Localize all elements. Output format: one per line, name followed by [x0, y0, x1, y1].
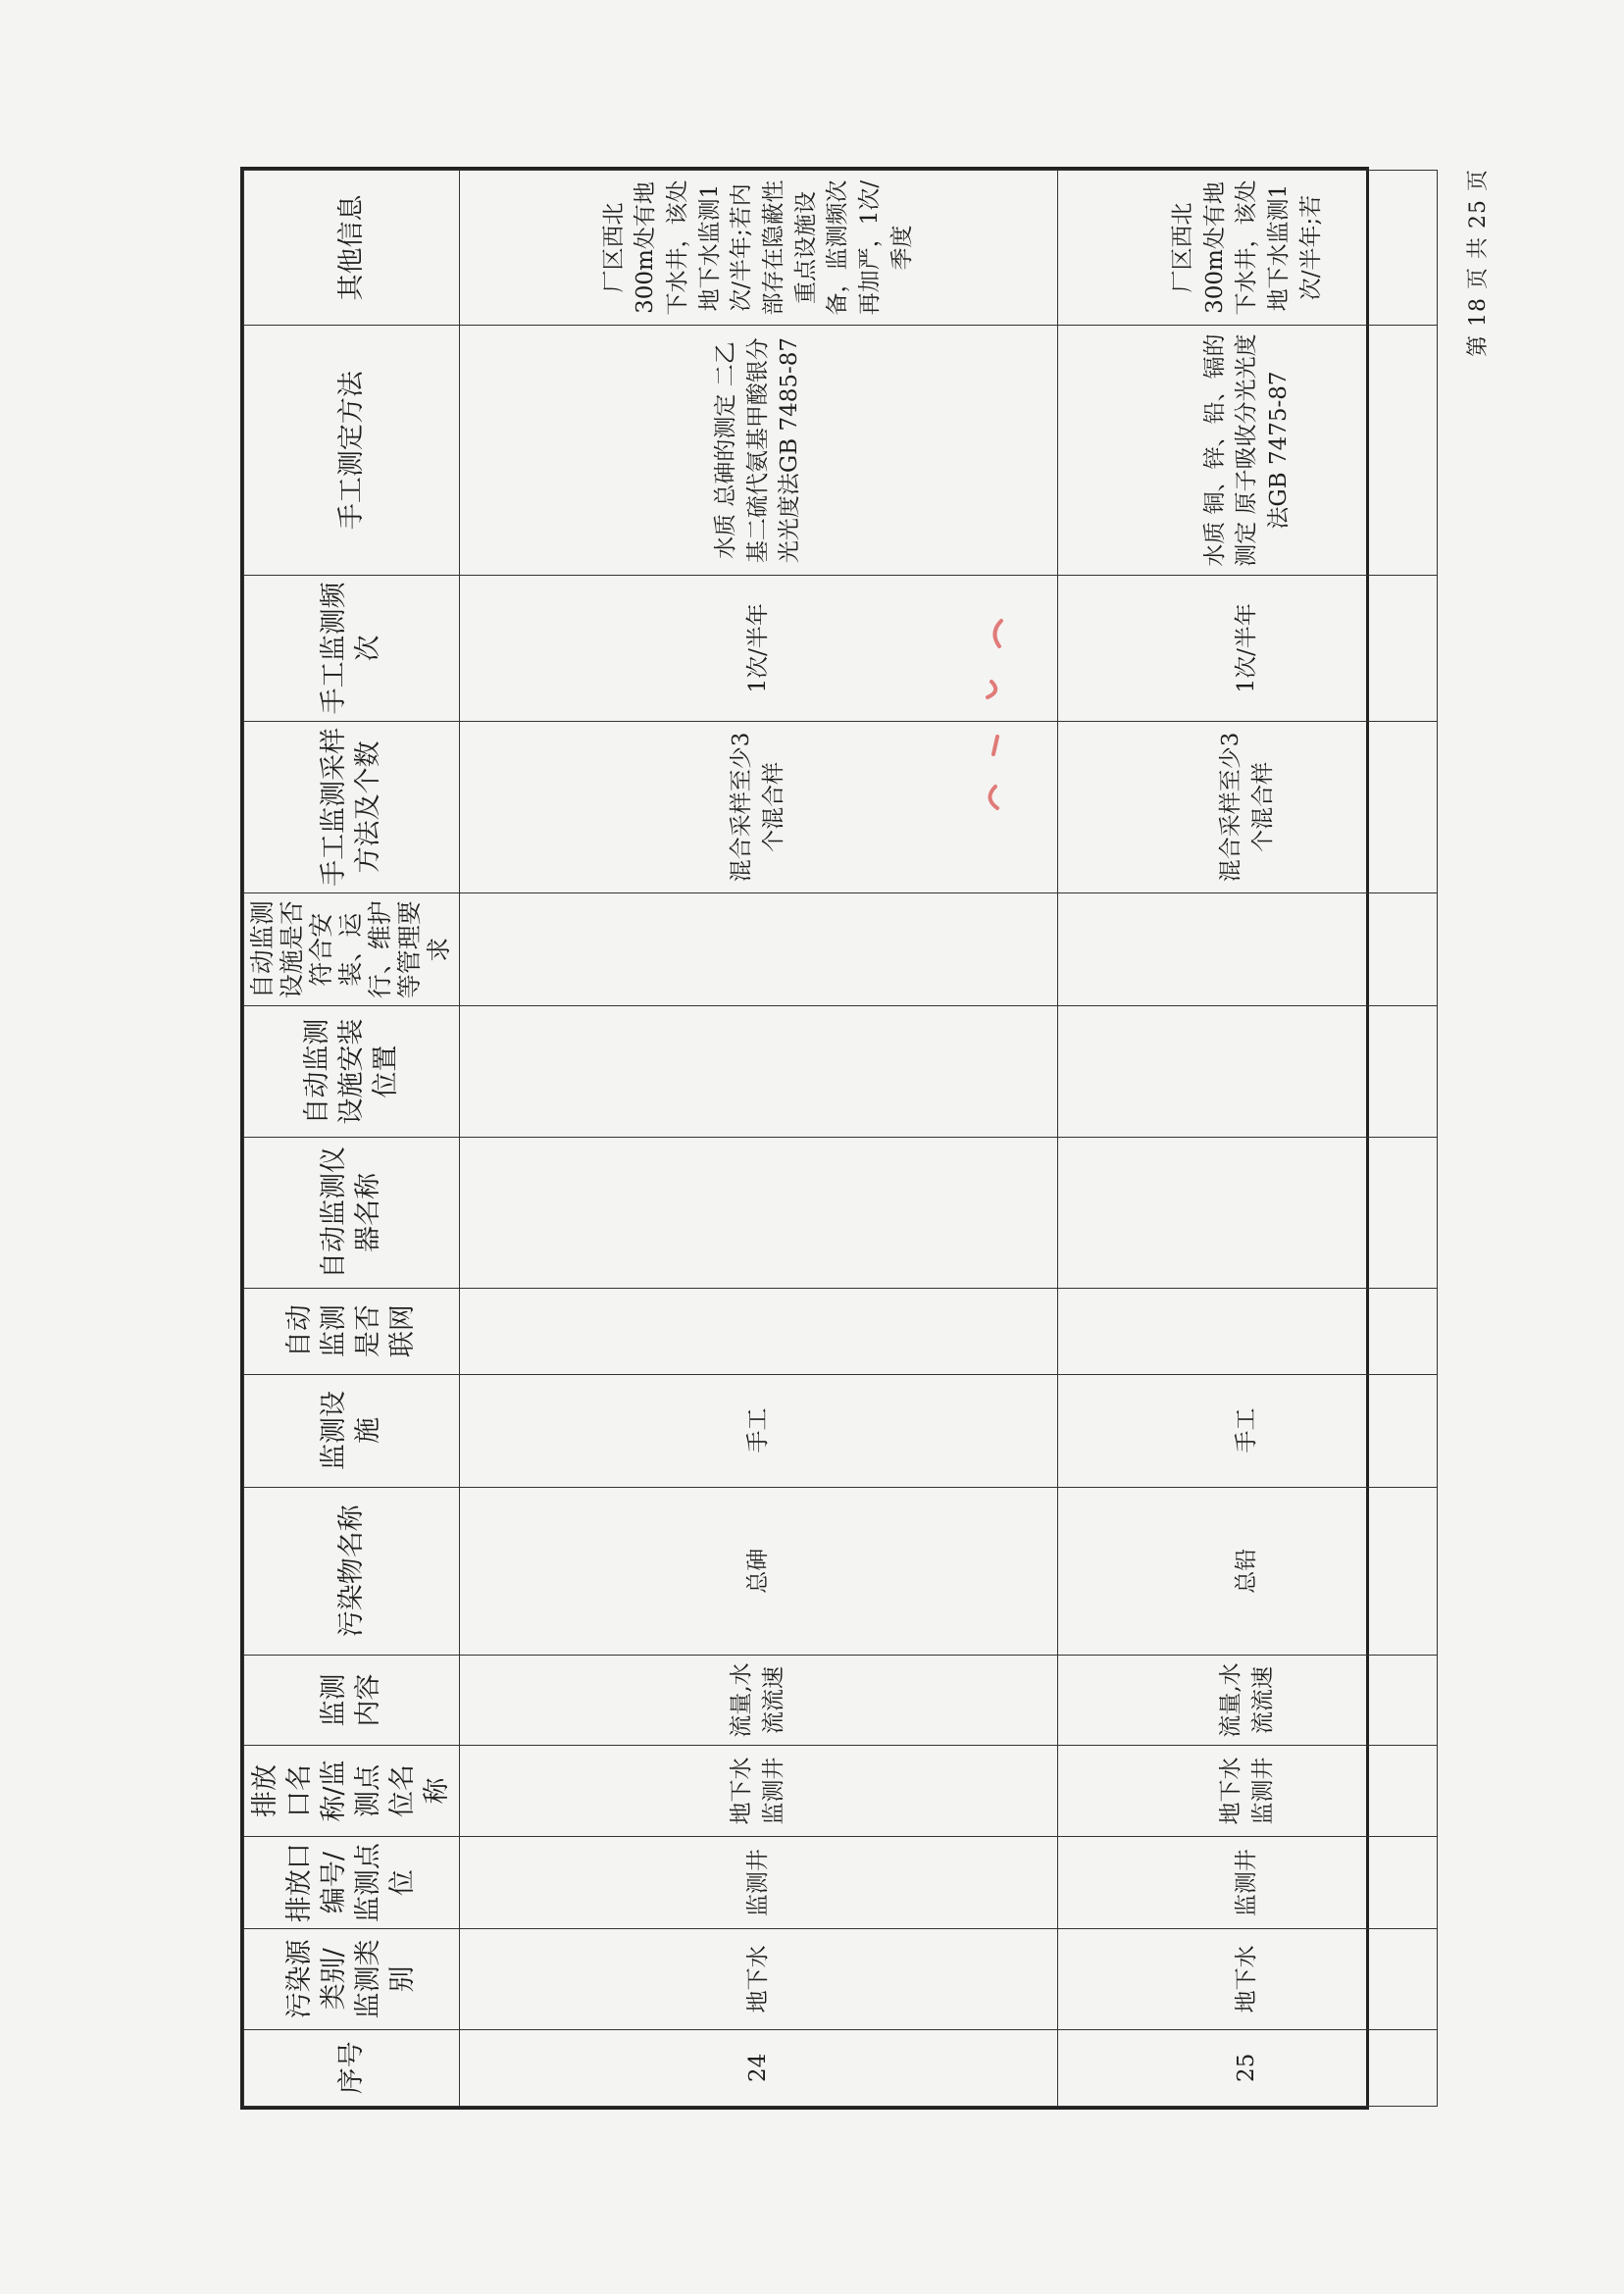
header-cell: 监测内容 — [244, 1656, 460, 1746]
header-cell: 排放口名称/监测点位名称 — [244, 1746, 460, 1837]
instrument-cell — [459, 1138, 1057, 1289]
frequency-cell: 1次/半年 — [459, 576, 1057, 721]
monitoring-table-frame — [240, 167, 1369, 2110]
table-header-row — [244, 171, 460, 2107]
header-cell: 手工监测频次 — [244, 576, 460, 721]
content-cell: 流量,水流流速 — [459, 1656, 1057, 1746]
seq-cell: 25 — [1057, 2029, 1437, 2106]
pollutant-cell: 总铅 — [1057, 1487, 1437, 1655]
point-name-cell: 地下水监测井 — [459, 1746, 1057, 1837]
category-cell: 地下水 — [459, 1929, 1057, 2029]
method-cell: 水质 总砷的测定 二乙基二硫代氨基甲酸银分光光度法GB 7485-87 — [459, 326, 1057, 576]
sampling-cell: 混合采样至少3个混合样 — [1057, 721, 1437, 893]
content-cell: 流量,水流流速 — [1057, 1656, 1437, 1746]
header-cell: 污染物名称 — [244, 1487, 460, 1655]
instrument-cell — [1057, 1138, 1437, 1289]
networked-cell — [459, 1288, 1057, 1374]
header-cell: 污染源类别/监测类别 — [244, 1929, 460, 2029]
header-cell: 自动监测是否联网 — [244, 1288, 460, 1374]
table-row — [459, 171, 1057, 2107]
page-number: 第 18 页 共 25 页 — [1466, 169, 1491, 357]
point-name-cell: 地下水监测井 — [1057, 1746, 1437, 1837]
frequency-cell: 1次/半年 — [1057, 576, 1437, 721]
header-cell: 自动监测设施安装位置 — [244, 1006, 460, 1138]
header-cell: 自动监测设施是否符合安装、运行、维护等管理要求 — [244, 893, 460, 1006]
install-position-cell — [1057, 1006, 1437, 1138]
header-cell: 其他信息 — [244, 171, 460, 326]
header-cell: 监测设施 — [244, 1374, 460, 1487]
method-cell: 水质 铜、锌、铅、镉的测定 原子吸收分光光度法GB 7475-87 — [1057, 326, 1437, 576]
pollutant-cell: 总砷 — [459, 1487, 1057, 1655]
table-row — [1057, 171, 1437, 2107]
facility-cell: 手工 — [1057, 1374, 1437, 1487]
header-cell: 序号 — [244, 2029, 460, 2106]
monitoring-table — [243, 170, 1438, 2107]
point-id-cell: 监测井 — [1057, 1837, 1437, 1929]
install-position-cell — [459, 1006, 1057, 1138]
point-id-cell: 监测井 — [459, 1837, 1057, 1929]
facility-cell: 手工 — [459, 1374, 1057, 1487]
compliance-cell — [459, 893, 1057, 1006]
networked-cell — [1057, 1288, 1437, 1374]
compliance-cell — [1057, 893, 1437, 1006]
seq-cell: 24 — [459, 2029, 1057, 2106]
other-info-cell: 厂区西北300m处有地下水井，该处地下水监测1次/半年;若 — [1057, 171, 1437, 326]
header-cell: 自动监测仪器名称 — [244, 1138, 460, 1289]
other-info-cell: 厂区西北300m处有地下水井，该处地下水监测1次/半年;若内部存在隐蔽性重点设施设备，监测频次再加严，1次/季度 — [459, 171, 1057, 326]
header-cell: 手工测定方法 — [244, 326, 460, 576]
category-cell: 地下水 — [1057, 1929, 1437, 2029]
header-cell: 手工监测采样方法及个数 — [244, 721, 460, 893]
stamp-fragment-mark — [976, 597, 1015, 813]
sampling-cell: 混合采样至少3个混合样 — [459, 721, 1057, 893]
header-cell: 排放口编号/监测点位 — [244, 1837, 460, 1929]
